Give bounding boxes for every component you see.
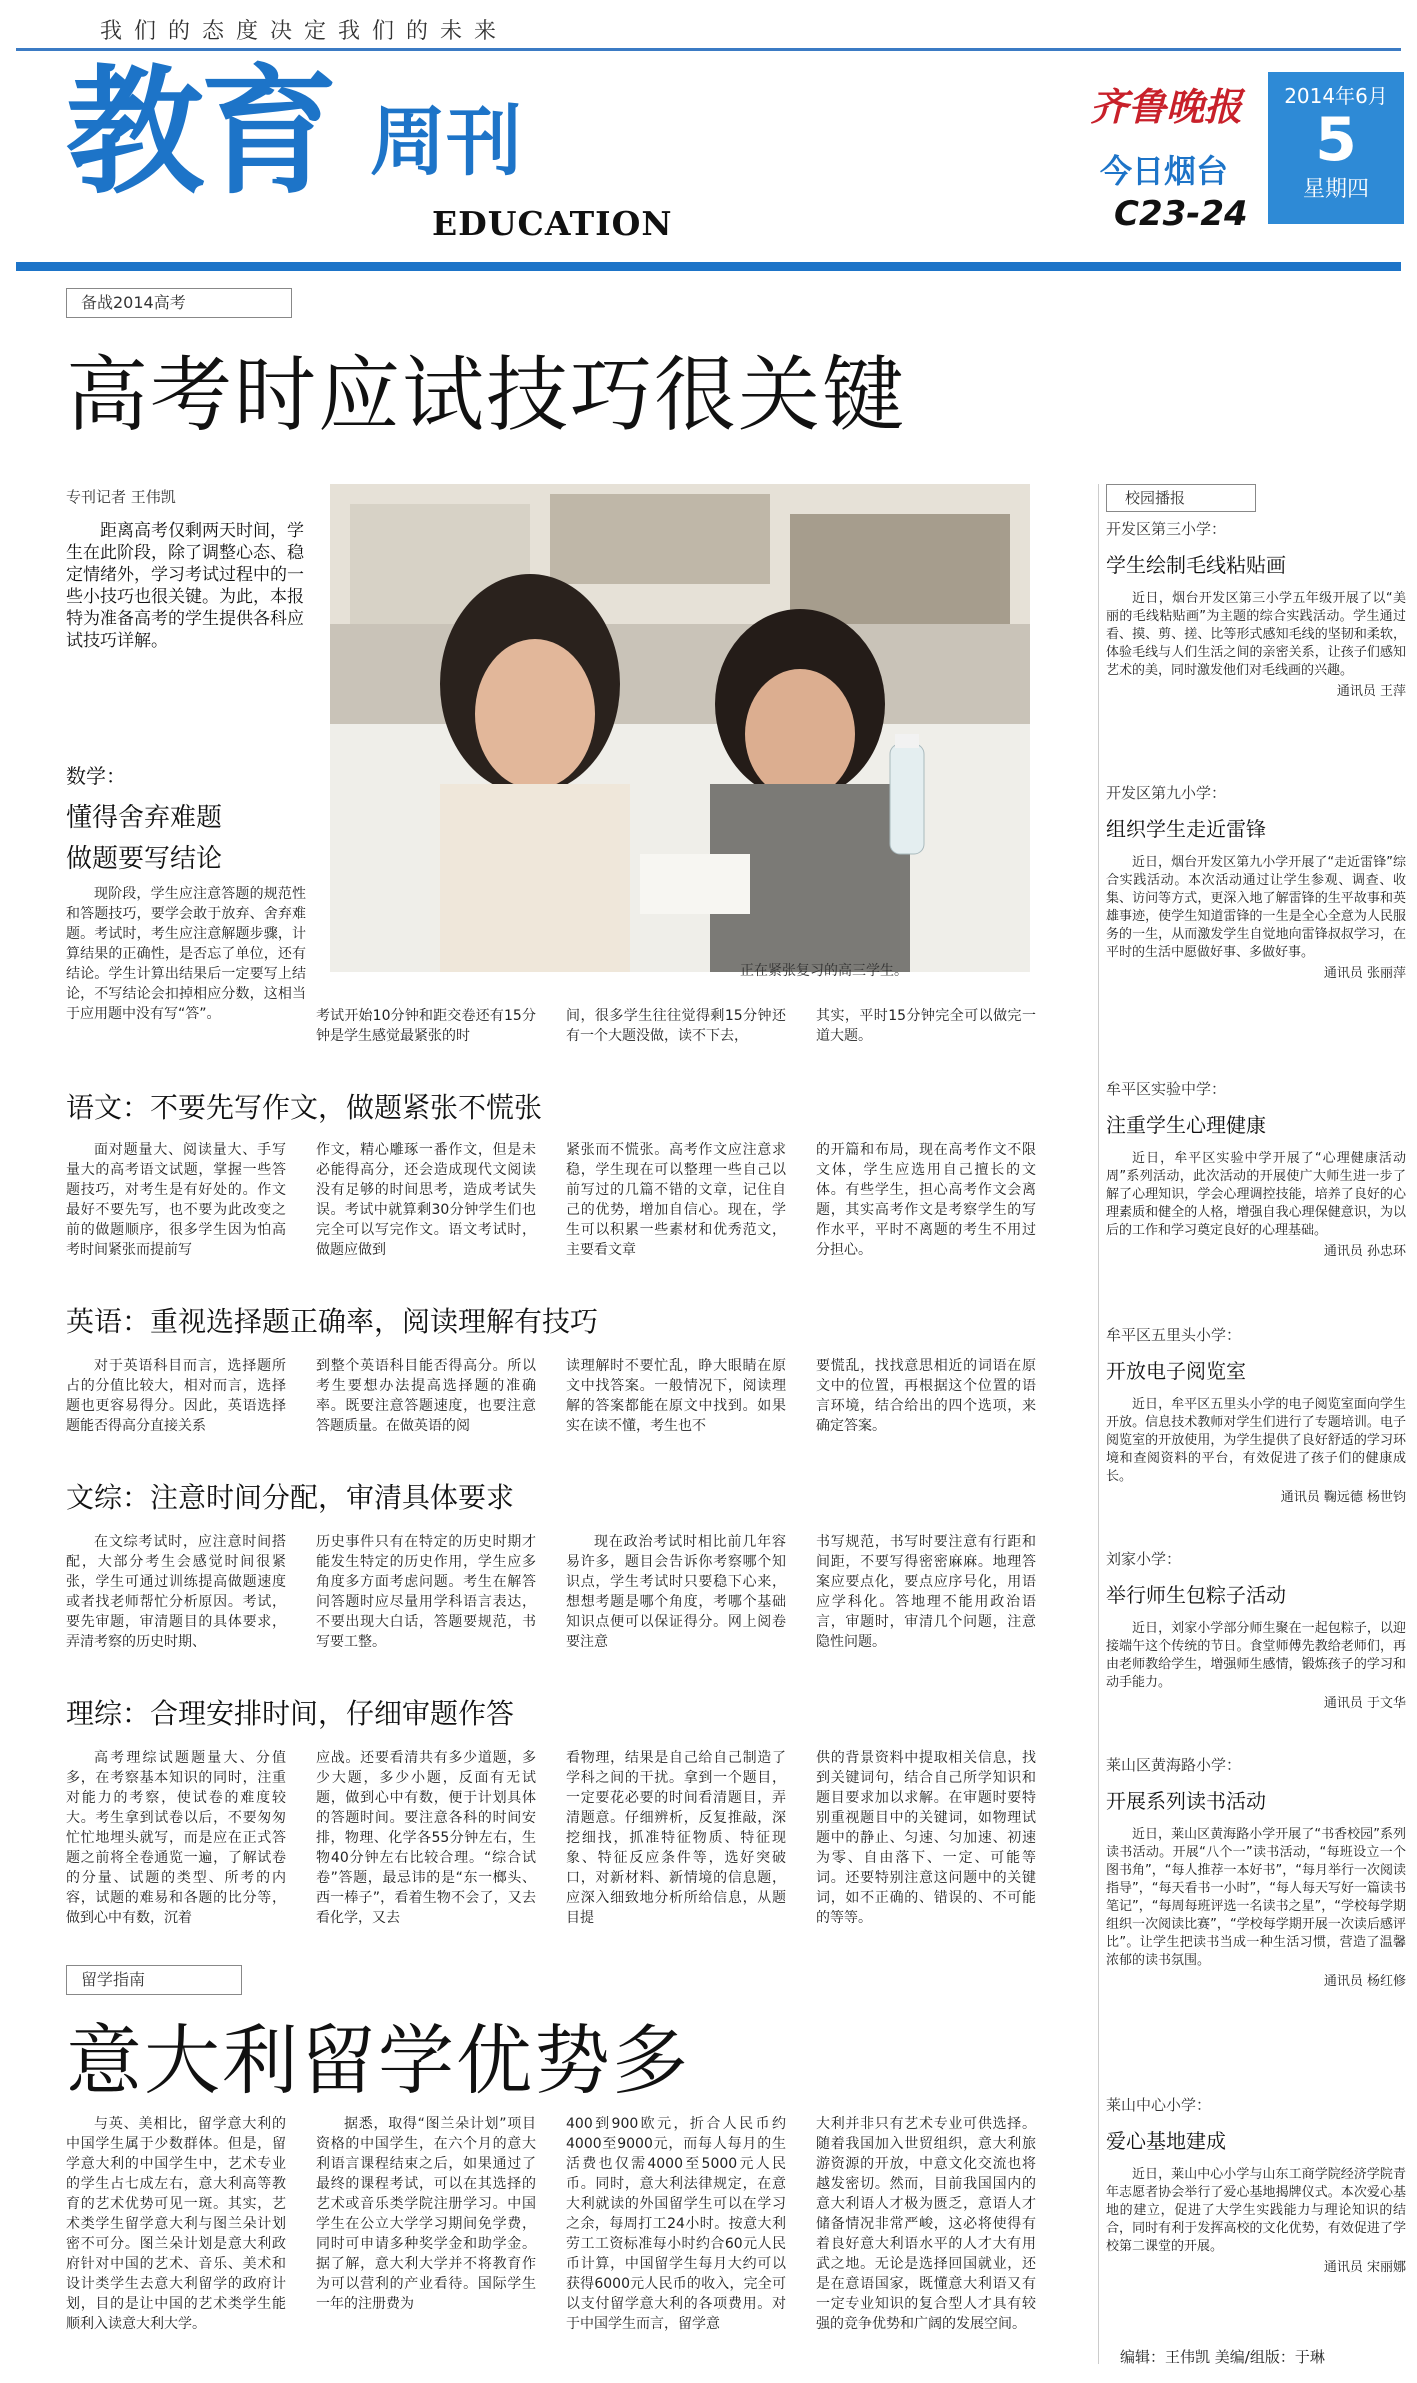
editor-credits: 编辑：王伟凯 美编/组版：于琳 <box>1120 2348 1325 2366</box>
liberal-arts-column-3: 现在政治考试时相比前几年容易许多，题目会告诉你考察哪个知识点，学生考试时只要稳下心来，想想考题是哪个角度，考哪个基础知识点便可以保证得分。网上阅卷要注意 <box>566 1534 786 1650</box>
photo-caption: 正在紧张复习的高三学生。 <box>740 963 908 979</box>
math-label: 数学： <box>66 764 126 788</box>
study-abroad-column-1: 与英、美相比，留学意大利的中国学生属于少数群体。但是，留学意大利的中国学生中，艺术专业的学生占七成左右，意大利高等教育的艺术优势可见一斑。其实，艺术类学生留学意大利与图兰朵计划密不可分。图兰朵计划是意大利政府针对中国的艺术、音乐、美术和设计类学生去意大利留学的政府计划，目的是让中国的艺术类学生能顺利入读意大利大学。 <box>66 2116 286 2332</box>
masthead-english: EDUCATION <box>432 204 673 243</box>
sidebar-item-title: 组织学生走近雷锋 <box>1106 817 1266 841</box>
article-kicker: 备战2014高考 <box>66 288 292 318</box>
math-section-header <box>66 760 222 875</box>
math-paragraph-2: 考试开始10分钟和距交卷还有15分钟是学生感觉最紧张的时 <box>316 1008 536 1044</box>
sidebar-item-body: 近日，莱山区黄海路小学开展了“书香校园”系列读书活动。开展“八个一”读书活动，“每班设立一个图书角”，“每人推荐一本好书”，“每月举行一次阅读指导”，“每天看书一小时”，“每人每天写好一篇读书笔记”，“每周每班评选一名读书之星”，“学校每学期组织一次阅读比赛”，“学校每学期开展一次读后感评比”。让学生把读书当成一种生活习惯，营造了温馨浓郁的读书氛围。 <box>1106 1827 1406 1968</box>
header-band <box>16 262 1401 271</box>
science-column-2: 应战。还要看清共有多少道题，多少大题，多少小题，反面有无试题，做到心中有数，便于计划具体的答题时间。要注意各科的时间安排，物理、化学各55分钟左右，生物40分钟左右比较合理。“综合试卷”答题，最忌讳的是“东一榔头、西一棒子”，看着生物不会了，又去看化学，又去 <box>316 1750 536 1926</box>
english-column-1: 对于英语科目而言，选择题所占的分值比较大，相对而言，选择题也更容易得分。因此，英语选择题能否得高分直接关系 <box>66 1358 286 1434</box>
science-section-title: 理综：合理安排时间，仔细审题作答 <box>66 1697 515 1730</box>
sidebar-news-item <box>1106 2094 1406 2275</box>
liberal-arts-column-2: 历史事件只有在特定的历史时期才能发生特定的历史作用，学生应多角度多方面考虑问题。考生在解答问答题时应尽量用学科语言表达，不要出现大白话，答题要规范，书写要工整。 <box>316 1534 536 1650</box>
sidebar-divider <box>1098 484 1099 2364</box>
science-column-4: 供的背景资料中提取相关信息，找到关键词句，结合自己所学知识和题目要求加以求解。在审题时要特别重视题目中的关键词，如物理试题中的静止、匀速、匀加速、初速为零、自由落下、一定、可能等词。还要特别注意这问题中的关键词，如不正确的、错误的、不可能的等等。 <box>816 1750 1036 1926</box>
sidebar-item-body: 近日，莱山中心小学与山东工商学院经济学院青年志愿者协会举行了爱心基地揭牌仪式。本次爱心基地的建立，促进了大学生实践能力与理论知识的结合，同时有利于发挥高校的文化优势，有效促进了学校第二课堂的开展。 <box>1106 2167 1406 2254</box>
math-paragraph-3: 间，很多学生往往觉得剩15分钟还有一个大题没做，读不下去， <box>566 1008 786 1044</box>
chinese-column-4: 的开篇和布局，现在高考作文不限文体，学生应选用自己擅长的文体。有些学生，担心高考作文会离题，其实高考作文是考察学生的写作水平，平时不离题的考生不用过分担心。 <box>816 1142 1036 1258</box>
students-photo <box>330 484 1030 972</box>
liberal-arts-section-title: 文综：注意时间分配，审清具体要求 <box>66 1481 515 1514</box>
sidebar-news-item <box>1106 782 1406 981</box>
sidebar-news-item <box>1106 1548 1406 1711</box>
chinese-section-title: 语文：不要先写作文，做题紧张不慌张 <box>66 1091 543 1124</box>
sidebar-school: 莱山中心小学： <box>1106 2096 1212 2114</box>
edition-name: 今日烟台 <box>1100 152 1229 190</box>
sidebar-item-body: 近日，牟平区五里头小学的电子阅览室面向学生开放。信息技术教师对学生们进行了专题培训。电子阅览室的开放使用，为学生提供了良好舒适的学习环境和查阅资料的平台，有效促进了孩子们的健康成长。 <box>1106 1397 1406 1484</box>
date-year-month: 2014年6月 <box>1284 84 1388 108</box>
sidebar-item-body: 近日，烟台开发区第九小学开展了“走近雷锋”综合实践活动。本次活动通过让学生参观、调查、收集、访问等方式，更深入地了解雷锋的生平故事和英雄事迹，使学生知道雷锋的一生是全心全意为人民服务的一生，从而激发学生自觉地向雷锋叔叔学习，在平时的生活中愿做好事、多做好事。 <box>1106 855 1406 960</box>
masthead-subtitle: 周刊 <box>370 97 522 186</box>
english-column-2: 到整个英语科目能否得高分。所以考生要想办法提高选择题的准确率。既要注意答题速度，也要注意答题质量。在做英语的阅 <box>316 1358 536 1434</box>
masthead-slogan: 我们的态度决定我们的未来 <box>100 19 509 44</box>
sidebar-item-title: 注重学生心理健康 <box>1106 1113 1266 1137</box>
date-box <box>1268 72 1404 224</box>
sidebar-item-title: 学生绘制毛线粘贴画 <box>1106 553 1286 577</box>
sidebar-item-reporter: 通讯员 张丽萍 <box>1323 966 1406 981</box>
sidebar-school: 开发区第三小学： <box>1106 520 1227 538</box>
sidebar-school: 刘家小学： <box>1106 1550 1182 1568</box>
article-byline: 专刊记者 王伟凯 <box>66 488 176 506</box>
sidebar-school: 莱山区黄海路小学： <box>1106 1756 1242 1774</box>
photo-illustration <box>330 484 1030 972</box>
newspaper-logo: 齐鲁晚报 <box>1090 84 1243 129</box>
sidebar-item-title: 开放电子阅览室 <box>1106 1359 1246 1383</box>
sidebar-header: 校园播报 <box>1106 484 1256 512</box>
sidebar-item-title: 爱心基地建成 <box>1106 2129 1226 2153</box>
date-day: 5 <box>1315 105 1357 175</box>
chinese-column-2: 作文，精心雕琢一番作文，但是未必能得高分，还会造成现代文阅读没有足够的时间思考，造成考试失误。考试中就算剩30分钟学生们也完全可以写完作文。语文考试时，做题应做到 <box>316 1142 536 1258</box>
sidebar-item-title: 举行师生包粽子活动 <box>1106 1583 1286 1607</box>
article-lead: 距离高考仅剩两天时间，学生在此阶段，除了调整心态、稳定情绪外，学习考试过程中的一些小技巧也很关键。为此，本报特为准备高考的学生提供各科应试技巧详解。 <box>66 521 304 651</box>
english-column-3: 读理解时不要忙乱，睁大眼睛在原文中找答案。一般情况下，阅读理解的答案都能在原文中找到。如果实在读不懂，考生也不 <box>566 1358 786 1434</box>
page-numbers: C23-24 <box>1114 194 1248 234</box>
sidebar-news-item <box>1106 1078 1406 1259</box>
study-abroad-kicker: 留学指南 <box>66 1965 242 1995</box>
liberal-arts-column-1: 在文综考试时，应注意时间搭配，大部分考生会感觉时间很紧张，学生可通过训练提高做题速度或者找老师帮忙分析原因。考试，要先审题，审清题目的具体要求，弄清考察的历史时期、 <box>66 1534 286 1650</box>
sidebar-item-title: 开展系列读书活动 <box>1106 1789 1266 1813</box>
science-column-3: 看物理，结果是自己给自己制造了学科之间的干扰。拿到一个题目，一定要花必要的时间看清题目，弄清题意。仔细辨析，反复推敲，深挖细找，抓准特征物质、特征现象、特征反应条件等，选好突破口，对新材料、新情境的信息题，应深入细致地分析所给信息，从题目提 <box>566 1750 786 1926</box>
study-abroad-headline: 意大利留学优势多 <box>66 2016 690 2105</box>
sidebar-item-reporter: 通讯员 杨红修 <box>1323 1974 1406 1989</box>
sidebar-item-body: 近日，烟台开发区第三小学五年级开展了以“美丽的毛线粘贴画”为主题的综合实践活动。学生通过看、摸、剪、搓、比等形式感知毛线的坚韧和柔软，体验毛线与人们生活之间的亲密关系，让孩子们感知艺术的美，同时激发他们对毛线画的兴趣。 <box>1106 591 1406 678</box>
english-section-title: 英语：重视选择题正确率，阅读理解有技巧 <box>66 1305 599 1338</box>
liberal-arts-column-4: 书写规范，书写时要注意有行距和间距，不要写得密密麻麻。地理答案应要点化，要点应序号化，用语应学科化。答地理不能用政治语言，审题时，审清几个问题，注意隐性问题。 <box>816 1534 1036 1650</box>
sidebar-item-body: 近日，刘家小学部分师生聚在一起包粽子，以迎接端午这个传统的节日。食堂师傅先教给老师们，再由老师教给学生，增强师生感情，锻炼孩子的学习和动手能力。 <box>1106 1621 1406 1690</box>
chinese-column-1: 面对题量大、阅读量大、手写量大的高考语文试题，掌握一些答题技巧，对考生是有好处的。作文最好不要先写，也不要为此改变之前的做题顺序，很多学生因为怕高考时间紧张而提前写 <box>66 1142 286 1258</box>
sidebar-school: 牟平区实验中学： <box>1106 1080 1227 1098</box>
chinese-column-3: 紧张而不慌张。高考作文应注意求稳，学生现在可以整理一些自己以前写过的几篇不错的文章，记住自己的优势，增加自信心。现在，学生可以积累一些素材和优秀范文，主要看文章 <box>566 1142 786 1258</box>
campus-news-sidebar <box>1106 484 1412 2364</box>
math-title-line2: 做题要写结论 <box>66 844 223 874</box>
masthead-top-rule <box>16 48 1401 51</box>
sidebar-news-item <box>1106 1754 1406 1989</box>
sidebar-school: 牟平区五里头小学： <box>1106 1326 1242 1344</box>
sidebar-item-reporter: 通讯员 孙忠环 <box>1323 1244 1406 1259</box>
sidebar-item-reporter: 通讯员 鞠远德 杨世钧 <box>1280 1490 1406 1505</box>
sidebar-item-reporter: 通讯员 于文华 <box>1323 1696 1406 1711</box>
math-paragraph-4: 其实，平时15分钟完全可以做完一道大题。 <box>816 1008 1036 1044</box>
math-title-line1: 懂得舍弃难题 <box>66 803 223 833</box>
study-abroad-column-3: 400到900欧元，折合人民币约4000至9000元，而每人每月的生活费也仅需4000至5000元人民币。同时，意大利法律规定，在意大利就读的外国留学生可以在学习之余，每周打工24小时。按意大利劳工工资标准每小时约合60元人民币计算，中国留学生每月大约可以获得6000元人民币的收入，完全可以支付留学意大利的各项费用。对于中国学生而言，留学意 <box>566 2116 786 2332</box>
study-abroad-column-4: 大利并非只有艺术专业可供选择。随着我国加入世贸组织，意大利旅游资源的开放，中意文化交流也将越发密切。然而，目前我国国内的意大利语人才极为匮乏，意语人才储备情况非常严峻，这必将使得有着良好意大利语水平的人才大有用武之地。无论是选择回国就业，还是在意语国家，既懂意大利语又有一定专业知识的复合型人才具有较强的竞争优势和广阔的发展空间。 <box>816 2116 1036 2332</box>
masthead-title: 教育 <box>66 52 335 213</box>
sidebar-item-reporter: 通讯员 王萍 <box>1336 684 1406 699</box>
science-column-1: 高考理综试题题量大、分值多，在考察基本知识的同时，注重对能力的考察，使试卷的难度较大。考生拿到试卷以后，不要匆匆忙忙地埋头就写，而是应在正式答题之前将全卷通览一遍，了解试卷的分量、试题的类型、所考的内容，试题的难易和各题的比分等，做到心中有数，沉着 <box>66 1750 286 1926</box>
date-weekday: 星期四 <box>1302 177 1369 202</box>
study-abroad-column-2: 据悉，取得“图兰朵计划”项目资格的中国学生，在六个月的意大利语言课程结束之后，如果通过了最终的课程考试，可以在其选择的艺术或音乐类学院注册学习。中国学生在公立大学学习期间免学费，同时可申请多种奖学金和助学金。据了解，意大利大学并不将教育作为可以营利的产业看待。国际学生一年的注册费为 <box>316 2116 536 2312</box>
sidebar-item-body: 近日，牟平区实验中学开展了“心理健康活动周”系列活动，此次活动的开展使广大师生进一步了解了心理知识，学会心理调控技能，培养了良好的心理素质和健全的人格，增强自我心理保健意识，为以后的工作和学习奠定良好的心理基础。 <box>1106 1151 1406 1238</box>
sidebar-item-reporter: 通讯员 宋丽娜 <box>1323 2260 1406 2275</box>
article-headline: 高考时应试技巧很关键 <box>66 348 907 443</box>
sidebar-news-item <box>1106 1324 1406 1505</box>
sidebar-news-item <box>1106 518 1406 699</box>
math-paragraph-1: 现阶段，学生应注意答题的规范性和答题技巧，要学会敢于放弃、舍弃难题。考试时，考生应注意解题步骤，计算结果的正确性，是否忘了单位，还有结论。学生计算出结果后一定要写上结论，不写结论会扣掉相应分数，这相当于应用题中没有写“答”。 <box>66 886 306 1022</box>
english-column-4: 要慌乱，找找意思相近的词语在原文中的位置，再根据这个位置的语言环境，结合给出的四个选项，来确定答案。 <box>816 1358 1036 1434</box>
sidebar-school: 开发区第九小学： <box>1106 784 1227 802</box>
